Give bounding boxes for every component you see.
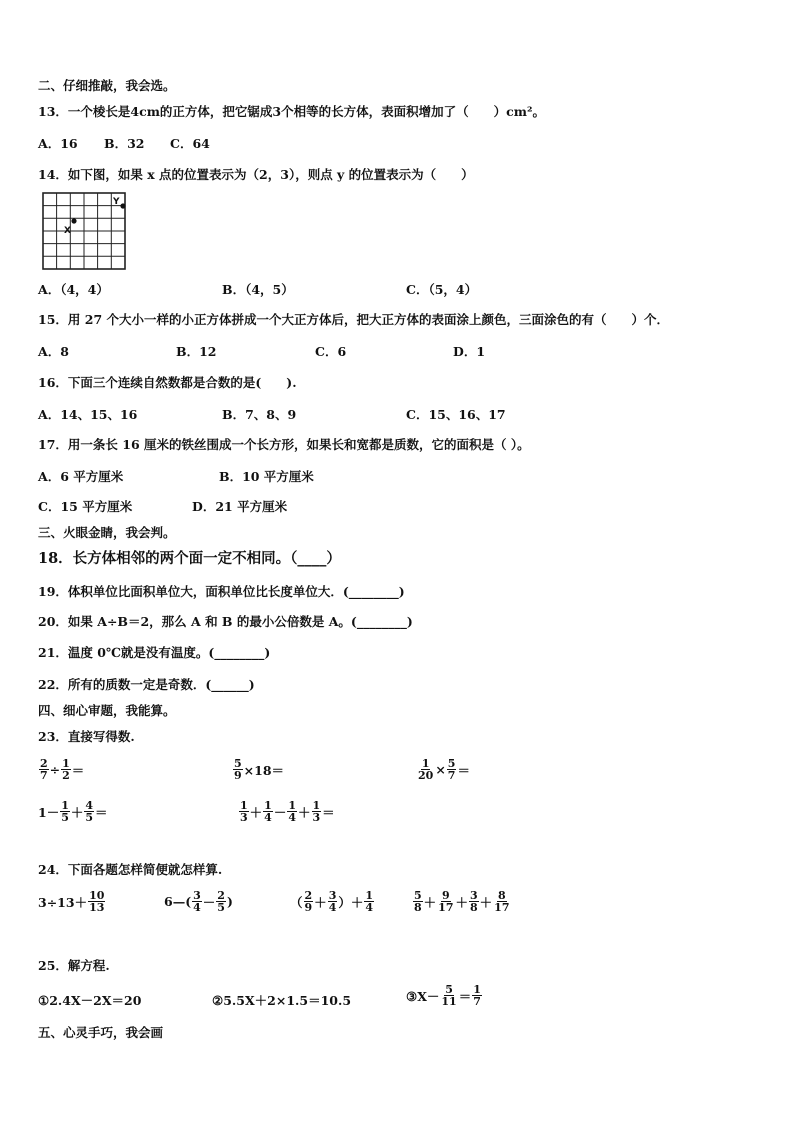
question-22: 22．所有的质数一定是奇数．(______) — [38, 677, 255, 692]
q15-option-d: D．1 — [453, 344, 486, 359]
question-13-stem: 13．一个棱长是4cm的正方体，把它锯成3个相等的长方体，表面积增加了（ ）cm²。 — [38, 104, 545, 119]
fraction: $\frac{1}{4}$ — [365, 889, 374, 914]
q23-expression-3: $\frac{1}{20}$ × $\frac{5}{7}$ ＝ — [418, 757, 470, 782]
section-heading-4: 四、细心审题，我能算。 — [38, 703, 176, 718]
fraction: $\frac{9}{17}$ — [438, 889, 454, 914]
q23-expression-2: $\frac{5}{9}$ ×18＝ — [234, 757, 285, 782]
question-18: 18．长方体相邻的两个面一定不相同。（____） — [38, 550, 341, 567]
question-16-stem: 16．下面三个连续自然数都是合数的是( ). — [38, 375, 297, 390]
fraction: $\frac{5}{9}$ — [234, 757, 242, 782]
q25-equation-1: ①2.4X－2X＝20 — [38, 993, 142, 1008]
point-x-label: X — [64, 226, 71, 236]
question-17-stem: 17．用一条长 16 厘米的铁丝围成一个长方形，如果长和宽都是质数，它的面积是（ ）。 — [38, 437, 530, 452]
point-x-dot — [71, 218, 76, 223]
question-23-stem: 23．直接写得数. — [38, 729, 135, 744]
q16-option-c: C．15、16、17 — [406, 407, 506, 422]
fraction: $\frac{2}{7}$ — [40, 757, 48, 782]
q25-equation-2: ②5.5X＋2×1.5＝10.5 — [212, 993, 352, 1008]
coordinate-grid — [42, 192, 128, 272]
fraction: $\frac{1}{20}$ — [418, 757, 434, 782]
q14-option-b: B．（4，5） — [222, 282, 294, 297]
fraction: $\frac{1}{4}$ — [264, 799, 272, 824]
q13-option-b: B．32 — [104, 136, 145, 151]
fraction: $\frac{4}{5}$ — [85, 799, 94, 824]
fraction: $\frac{5}{8}$ — [414, 889, 422, 914]
fraction: $\frac{1}{3}$ — [312, 799, 321, 824]
q23-expression-5: $\frac{1}{3}$ ＋ $\frac{1}{4}$ － $\frac{1}{4}$ ＋ $\frac{1}{3}$ ＝ — [240, 799, 335, 824]
q17-option-a: A．6 平方厘米 — [38, 469, 124, 484]
q16-option-b: B．7、8、9 — [222, 407, 297, 422]
fraction: $\frac{3}{8}$ — [470, 889, 478, 914]
q17-option-c: C．15 平方厘米 — [38, 499, 133, 514]
q13-option-c: C．64 — [170, 136, 210, 151]
fraction: $\frac{8}{17}$ — [494, 889, 510, 914]
q17-option-d: D．21 平方厘米 — [192, 499, 288, 514]
fraction: $\frac{1}{3}$ — [240, 799, 248, 824]
q24-expression-4: $\frac{5}{8}$ ＋ $\frac{9}{17}$ ＋ $\frac{3}{8}$ ＋ $\frac{8}{17}$ — [414, 889, 510, 914]
q24-expression-1: 3÷13＋ $\frac{10}{13}$ — [38, 889, 105, 914]
q23-expression-1: $\frac{2}{7}$ ÷ $\frac{1}{2}$ ＝ — [40, 757, 85, 782]
point-y-label: Y — [113, 197, 120, 207]
question-14-stem: 14．如下图，如果 x 点的位置表示为（2，3），则点 y 的位置表示为（ ） — [38, 167, 474, 182]
question-20: 20．如果 A÷B＝2，那么 A 和 B 的最小公倍数是 A。(________) — [38, 614, 413, 629]
q24-expression-2: 6—( $\frac{3}{4}$ － $\frac{2}{5}$ ) — [164, 889, 233, 914]
q25-equation-3: ③X－ $\frac{5}{11}$ ＝ $\frac{1}{7}$ — [406, 983, 481, 1008]
section-heading-5: 五、心灵手巧，我会画 — [38, 1025, 164, 1040]
fraction: $\frac{5}{11}$ — [441, 983, 457, 1008]
q16-option-a: A．14、15、16 — [38, 407, 138, 422]
fraction: $\frac{10}{13}$ — [89, 889, 105, 914]
fraction: $\frac{1}{4}$ — [288, 799, 296, 824]
q24-expression-3: （ $\frac{2}{9}$ ＋ $\frac{3}{4}$ ）＋ $\frac{1}{4}$ — [290, 889, 374, 914]
fraction: $\frac{5}{7}$ — [447, 757, 456, 782]
q15-option-c: C．6 — [315, 344, 347, 359]
q15-option-b: B．12 — [176, 344, 217, 359]
point-y-dot — [120, 203, 125, 208]
fraction: $\frac{3}{4}$ — [193, 889, 201, 914]
q14-option-c: C．（5，4） — [406, 282, 478, 297]
question-19: 19．体积单位比面积单位大，面积单位比长度单位大．(________) — [38, 584, 405, 599]
fraction: $\frac{2}{9}$ — [304, 889, 313, 914]
section-heading-2: 二、仔细推敲，我会选。 — [38, 78, 176, 93]
section-heading-3: 三、火眼金睛，我会判。 — [38, 525, 176, 540]
fraction: $\frac{1}{5}$ — [61, 799, 69, 824]
q14-option-a: A．（4，4） — [38, 282, 109, 297]
question-15-stem: 15．用 27 个大小一样的小正方体拼成一个大正方体后，把大正方体的表面涂上颜色，三面涂色的有（ ）个． — [38, 312, 669, 327]
fraction: $\frac{3}{4}$ — [328, 889, 337, 914]
q17-option-b: B．10 平方厘米 — [219, 469, 314, 484]
q13-option-a: A．16 — [38, 136, 78, 151]
question-25-stem: 25．解方程. — [38, 958, 110, 973]
fraction: $\frac{2}{5}$ — [217, 889, 225, 914]
q15-option-a: A．8 — [38, 344, 69, 359]
q23-expression-4: 1－ $\frac{1}{5}$ ＋ $\frac{4}{5}$ ＝ — [38, 799, 108, 824]
question-24-stem: 24．下面各题怎样简便就怎样算. — [38, 862, 223, 877]
fraction: $\frac{1}{2}$ — [62, 757, 70, 782]
question-21: 21．温度 0℃就是没有温度。(________) — [38, 645, 271, 660]
fraction: $\frac{1}{7}$ — [473, 983, 481, 1008]
